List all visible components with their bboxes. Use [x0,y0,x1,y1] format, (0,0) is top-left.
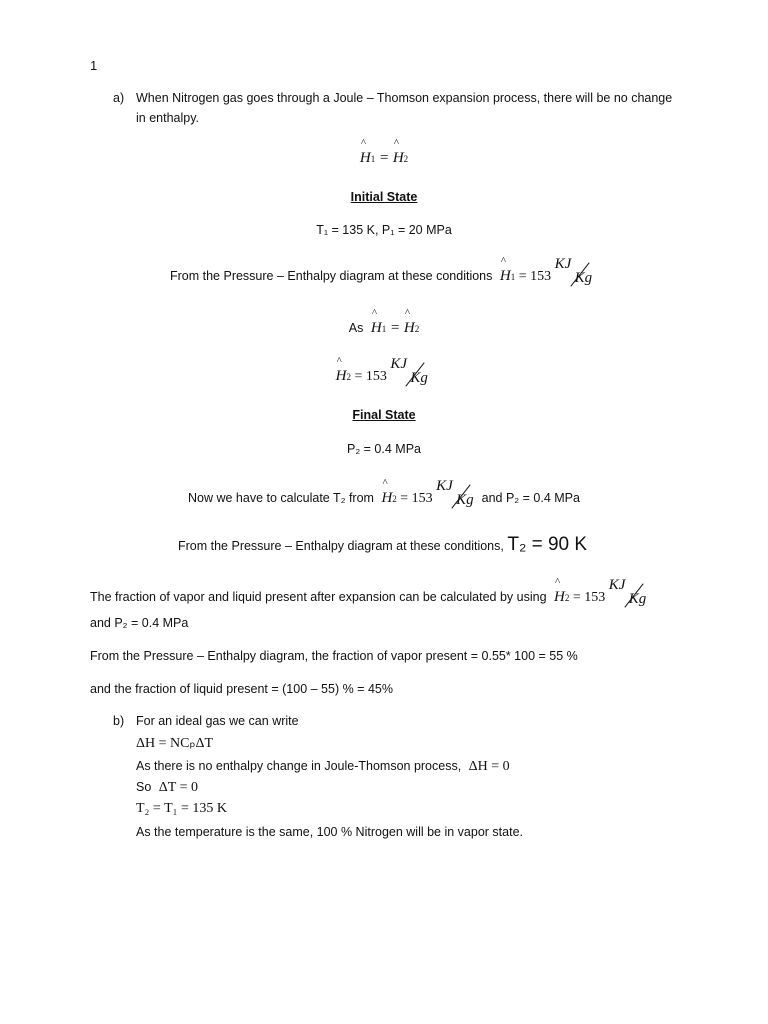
equation-h1-equals-h2: ^ H1 = ^ H2 [0,150,768,167]
unit-kj-per-kg: KJ Kg [390,356,428,386]
as-h1-equals-h2: As ^ H1 = ^ H2 [0,320,768,337]
h1-value: = 153 [518,269,552,284]
part-b-line1: For an ideal gas we can write [136,714,299,728]
unit-kj-per-kg: KJ Kg [554,256,593,286]
part-b-line2: As there is no enthalpy change in Joule-Thomson process, ΔH = 0 [136,759,510,774]
initial-conditions: T₁ = 135 K, P₁ = 20 MPa [316,223,452,237]
equation-dt-zero: ΔT = 0 [158,780,198,795]
h2-value-equation: ^ H2 = 153 KJ Kg [0,362,768,390]
liquid-fraction-line: and the fraction of liquid present = (100 – 55) % = 45% [90,682,393,696]
h1-from-diagram: From the Pressure – Enthalpy diagram at these conditions ^ H1 = 153 KJ Kg [170,262,597,290]
vapor-fraction-line: From the Pressure – Enthalpy diagram, the fraction of vapor present = 0.55* 100 = 55 % [90,649,578,663]
equation-dh-zero: ΔH = 0 [468,759,510,774]
initial-state-heading: Initial State [350,190,418,204]
part-a-intro-line2: in enthalpy. [136,111,200,125]
equation-t2-equals-t1: T₂ = T₁ = 135 K [136,801,228,816]
fraction-calculation-line: The fraction of vapor and liquid present after expansion can be calculated by using ^ H2 = 153 KJ Kg [90,583,651,611]
equation-dh-ncpdt: ΔH = NCₚΔT [136,736,214,751]
part-b-line3: So ΔT = 0 [136,780,198,795]
final-pressure: P₂ = 0.4 MPa [347,442,421,456]
final-state-heading: Final State [352,408,416,422]
t2-result: T₂ = 90 K [507,534,588,555]
calculate-t2-line: Now we have to calculate T₂ from ^ H2 = 153 KJ Kg and P₂ = 0.4 MPa [188,484,580,512]
part-a-intro-line1: When Nitrogen gas goes through a Joule – Thomson expansion process, there will be no change [136,91,673,105]
ph-diagram-text: From the Pressure – Enthalpy diagram at these conditions [170,269,493,283]
unit-kj-per-kg: KJ Kg [608,577,647,607]
page-number: 1 [90,58,98,73]
part-a-label: a) [113,91,125,105]
unit-kj-per-kg: KJ Kg [436,478,474,508]
part-b-conclusion: As the temperature is the same, 100 % Nitrogen will be in vapor state. [136,825,523,839]
and-p2-line: and P₂ = 0.4 MPa [90,616,189,630]
part-b-label: b) [113,714,125,728]
t2-result-line: From the Pressure – Enthalpy diagram at these conditions, T₂ = 90 K [178,534,588,555]
